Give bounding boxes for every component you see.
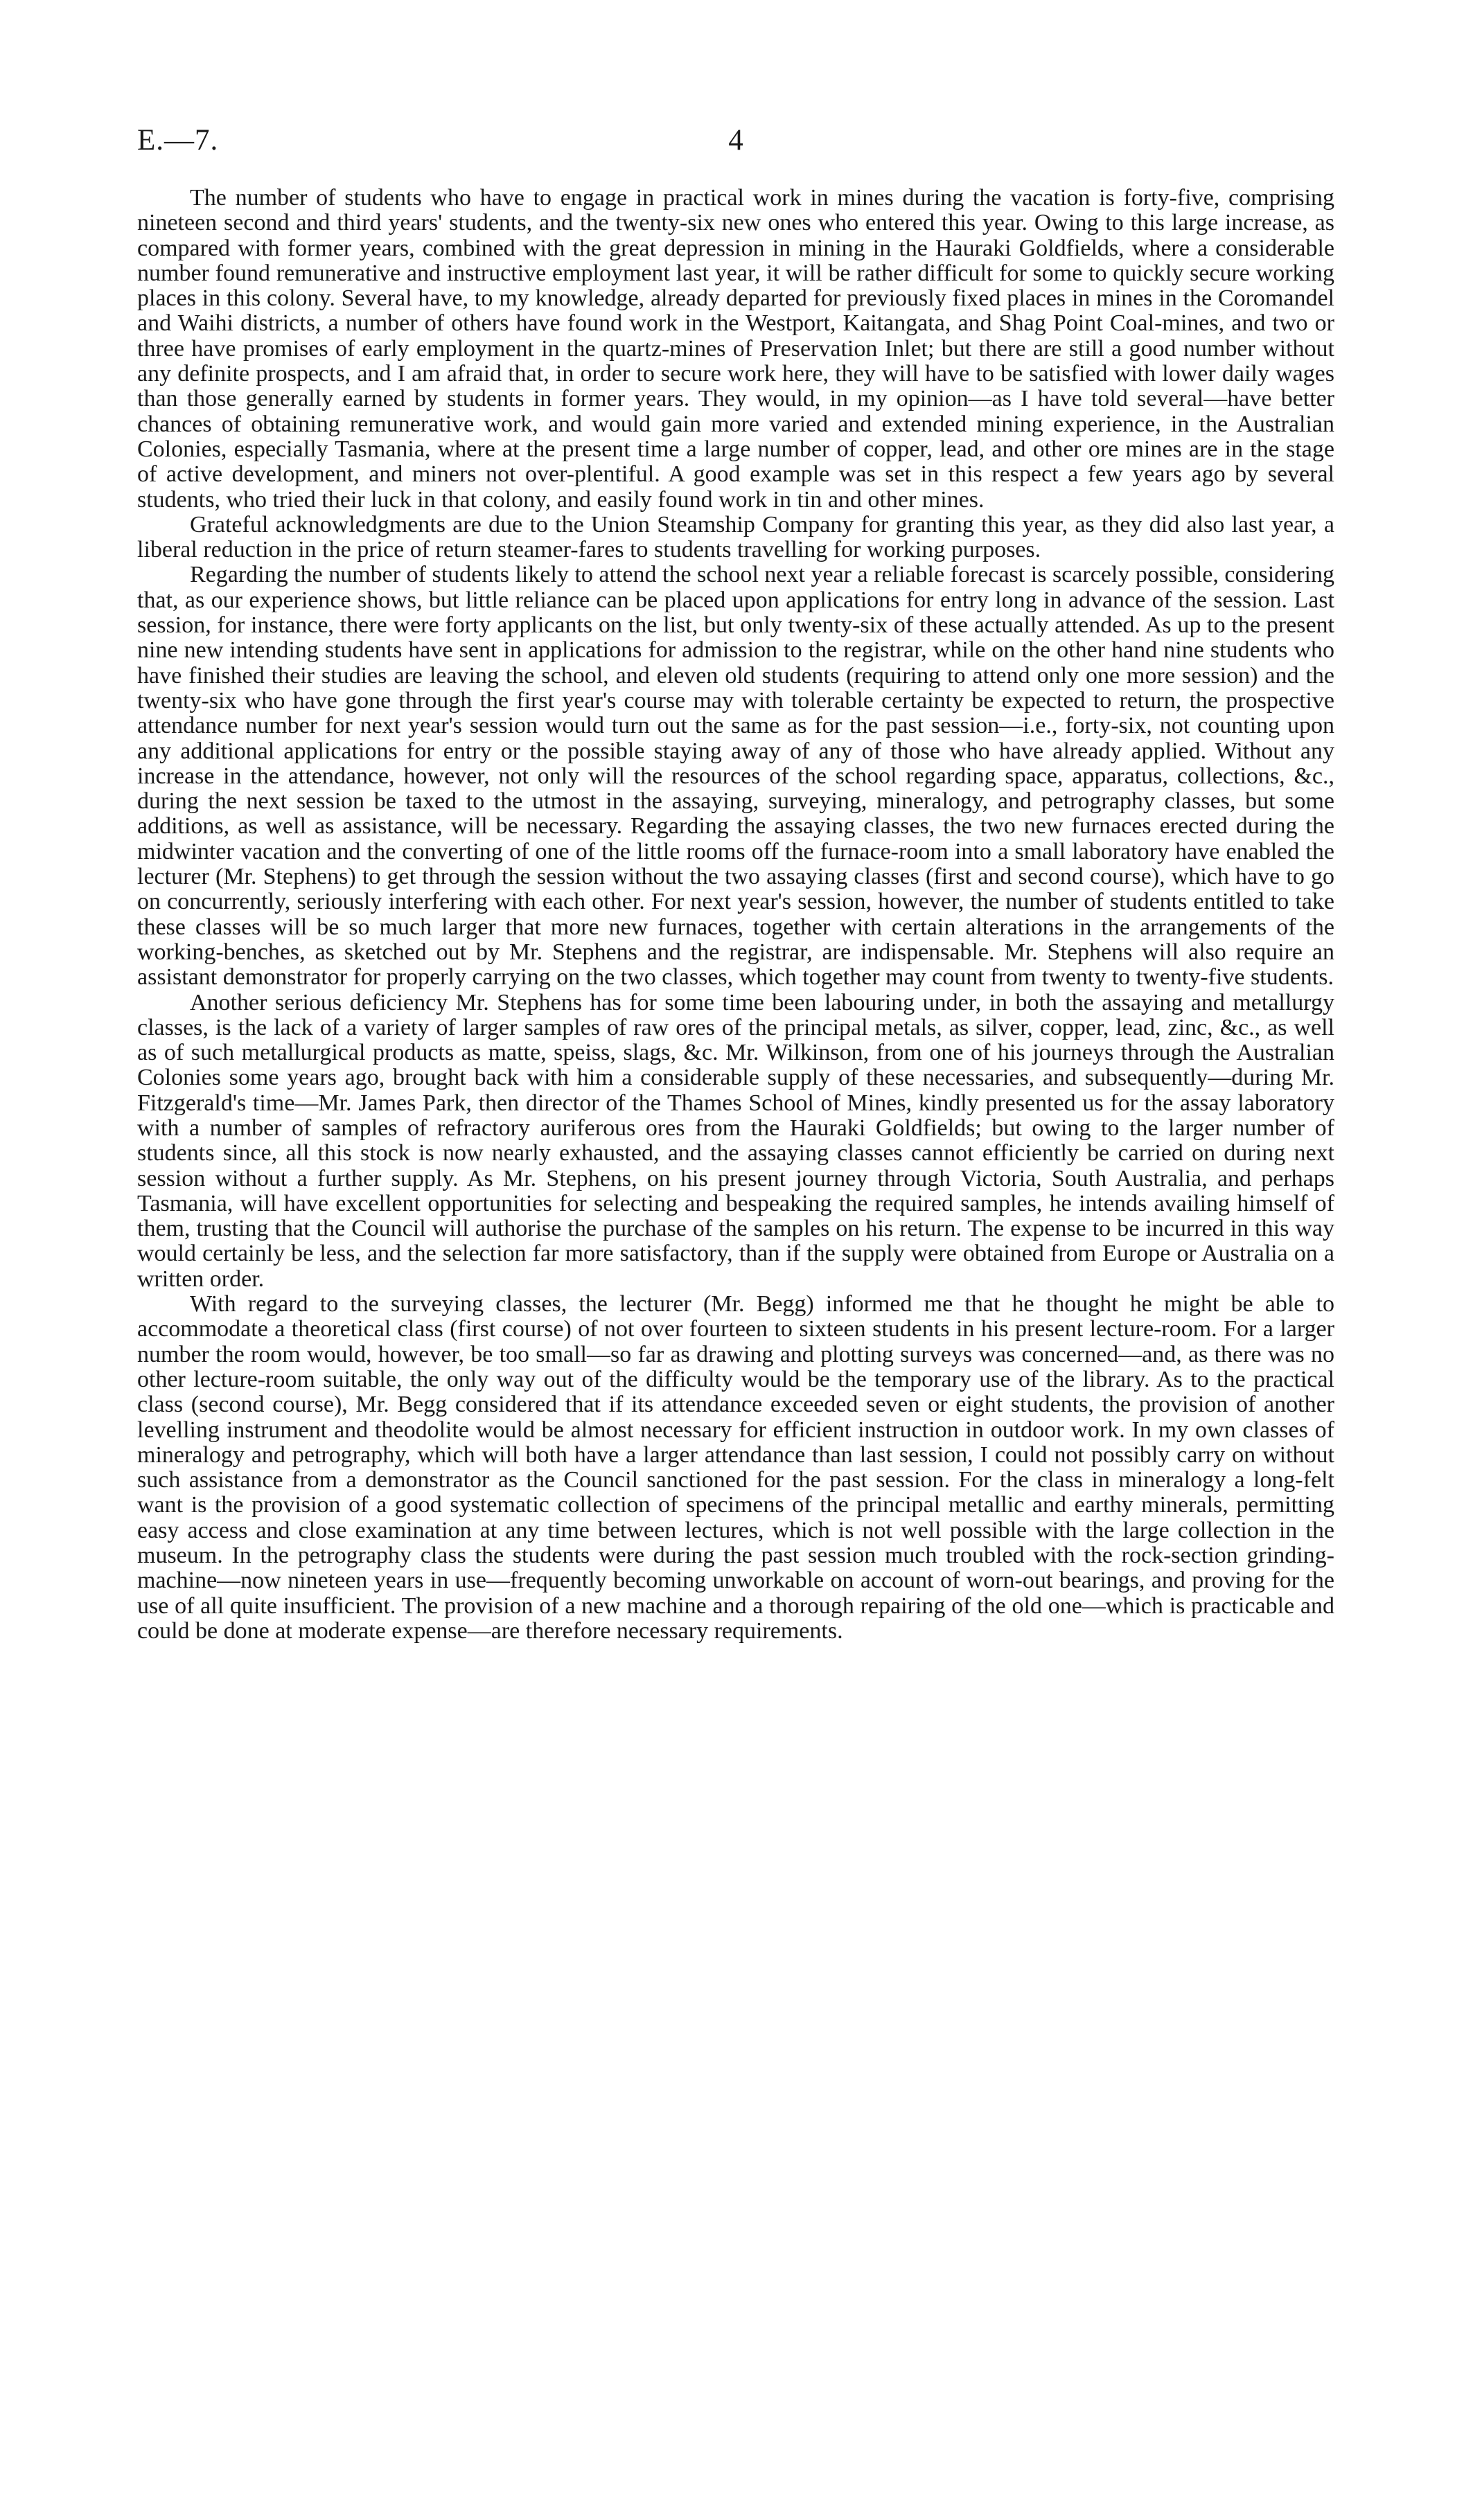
paragraph-acknowledgments: Grateful acknowledgments are due to the Union Steamship Company for granting this year, as they did also last year, a liberal reduction in the price of return steamer-fares to students travelling for working purposes. xyxy=(137,511,1334,563)
page-header xyxy=(137,123,1334,165)
paragraph-surveying-classes: With regard to the surveying classes, the lecturer (Mr. Begg) informed me that he thought he might be able to accommodate a theoretical class (first course) of not over fourteen to sixteen students in his present lecture-room. For a larger number the room would, however, be too small—so far as drawing and plotting surveys was concerned—and, as there was no other lecture-room suitable, the only way out of the difficulty would be the temporary use of the library. As to the practical class (second course), Mr. Begg considered that if its attendance exceeded seven or eight students, the provision of another levelling instrument and theodolite would be almost necessary for efficient instruction in outdoor work. In my own classes of mineralogy and petrography, which will both have a larger attendance than last session, I could not possibly carry on without such assistance from a demonstrator as the Council sanctioned for the past session. For the class in mineralogy a long-felt want is the provision of a good systematic collection of specimens of the principal metallic and earthy minerals, permitting easy access and close examination at any time between lectures, which is not well possible with the large collection in the museum. In the petrography class the students were during the past session much troubled with the rock-section grinding-machine—now nineteen years in use—frequently becoming unworkable on account of worn-out bearings, and proving for the use of all quite insufficient. The provision of a new machine and a thorough repairing of the old one—which is practicable and could be done at moderate expense—are therefore necessary requirements. xyxy=(137,1291,1334,1644)
page-number: 4 xyxy=(728,124,743,157)
paragraph-assaying-samples: Another serious deficiency Mr. Stephens has for some time been labouring under, in both the assaying and metallurgy classes, is the lack of a variety of larger samples of raw ores of the principal metals, as silver, copper, lead, zinc, &c., as well as of such metallurgical products as matte, speiss, slags, &c. Mr. Wilkinson, from one of his journeys through the Australian Colonies some years ago, brought back with him a considerable supply of these necessaries, and subsequently—during Mr. Fitzgerald's time—Mr. James Park, then director of the Thames School of Mines, kindly presented us for the assay laboratory with a number of samples of refractory auriferous ores from the Hauraki Goldfields; but owing to the larger number of students since, all this stock is now nearly exhausted, and the assaying classes cannot efficiently be carried on during next session without a further supply. As Mr. Stephens, on his present journey through Victoria, South Australia, and perhaps Tasmania, will have excellent opportunities for selecting and bespeaking the required samples, he intends availing himself of them, trusting that the Council will authorise the purchase of the samples on his return. The expense to be incurred in this way would certainly be less, and the selection far more satisfactory, than if the supply were obtained from Europe or Australia on a written order. xyxy=(137,989,1334,1292)
document-reference: E.—7. xyxy=(137,124,219,157)
body-text xyxy=(137,186,1334,1644)
paragraph-attendance-forecast: Regarding the number of students likely to attend the school next year a reliable forecast is scarcely possible, considering that, as our experience shows, but little reliance can be placed upon applications for entry long in advance of the session. Last session, for instance, there were forty applicants on the list, but only twenty-six of these actually attended. As up to the present nine new intending students have sent in applications for admission to the registrar, while on the other hand nine students who have finished their studies are leaving the school, and eleven old students (requiring to attend only one more session) and the twenty-six who have gone through the first year's course may with tolerable certainty be expected to return, the prospective attendance number for next year's session would turn out the same as for the past session—i.e., forty-six, not counting upon any additional applications for entry or the possible staying away of any of those who have already applied. Without any increase in the attendance, however, not only will the resources of the school regarding space, apparatus, collections, &c., during the next session be taxed to the utmost in the assaying, surveying, mineralogy, and petrography classes, but some additions, as well as assistance, will be necessary. Regarding the assaying classes, the two new furnaces erected during the midwinter vacation and the converting of one of the little rooms off the furnace-room into a small laboratory have enabled the lecturer (Mr. Stephens) to get through the session without the two assaying classes (first and second course), which have to go on concurrently, seriously interfering with each other. For next year's session, however, the number of students entitled to take these classes will be so much larger that more new furnaces, together with certain alterations in the arrangements of the working-benches, as sketched out by Mr. Stephens and the registrar, are indispensable. Mr. Stephens will also require an assistant demonstrator for properly carrying on the two classes, which together may count from twenty to twenty-five students. xyxy=(137,562,1334,991)
paragraph-vacation-work: The number of students who have to engage in practical work in mines during the vacation is forty-five, comprising nineteen second and third years' students, and the twenty-six new ones who entered this year. Owing to this large increase, as compared with former years, combined with the great depression in mining in the Hauraki Goldfields, where a considerable number found remunerative and instructive employment last year, it will be rather difficult for some to quickly secure working places in this colony. Several have, to my knowledge, already departed for previously fixed places in mines in the Coromandel and Waihi districts, a number of others have found work in the Westport, Kaitangata, and Shag Point Coal-mines, and two or three have promises of early employment in the quartz-mines of Preservation Inlet; but there are still a good number without any definite prospects, and I am afraid that, in order to secure work here, they will have to be satisfied with lower daily wages than those generally earned by students in former years. They would, in my opinion—as I have told several—have better chances of obtaining remunerative work, and would gain more varied and extended mining experience, in the Australian Colonies, especially Tasmania, where at the present time a large number of copper, lead, and other ore mines are in the stage of active development, and miners not over-plentiful. A good example was set in this respect a few years ago by several students, who tried their luck in that colony, and easily found work in tin and other mines. xyxy=(137,185,1334,513)
